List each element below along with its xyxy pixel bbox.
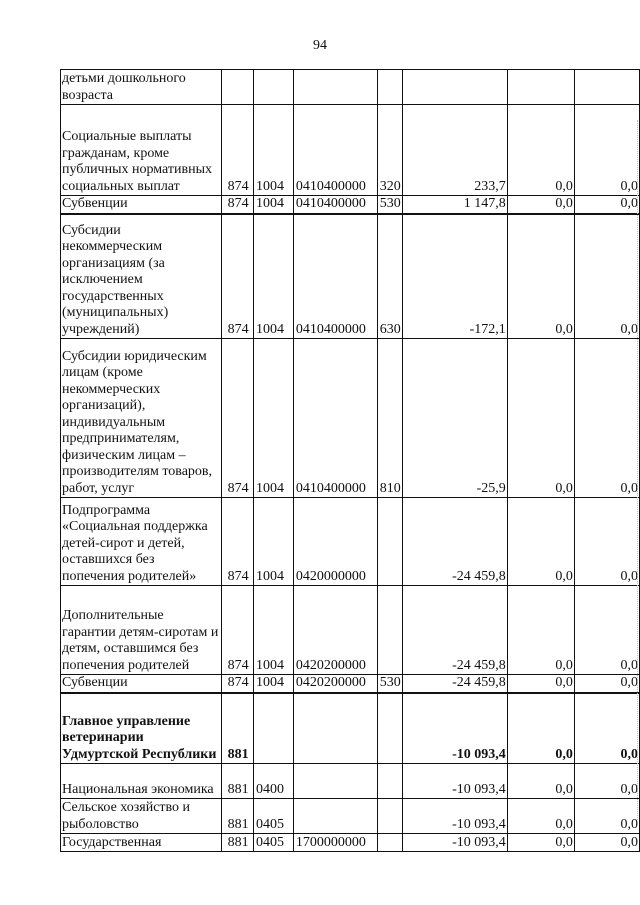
row-section: 1004 — [254, 339, 294, 498]
row-name: Субсидии юридическим лицам (кроме некоммерческих организаций), индивидуальным предпринимателям, физическим лицам – производителям товаров, работ, услуг — [61, 339, 222, 498]
row-target-article: 1700000000 — [293, 834, 377, 852]
row-name: Сельское хозяйство и рыболовство — [61, 799, 222, 834]
row-section: 1004 — [254, 498, 294, 586]
row-expense-type — [377, 799, 402, 834]
row-expense-type — [377, 764, 402, 799]
row-grbs: 874 — [222, 675, 254, 693]
row-value-2: 0,0 — [507, 586, 574, 675]
row-grbs: 881 — [222, 799, 254, 834]
row-grbs — [222, 70, 254, 105]
row-value-2: 0,0 — [507, 675, 574, 693]
row-value-3: 0,0 — [574, 105, 639, 196]
table-row — [61, 196, 640, 214]
row-amount: -24 459,8 — [402, 498, 507, 586]
row-value-3: 0,0 — [574, 675, 639, 693]
row-amount — [402, 70, 507, 105]
row-grbs: 881 — [222, 834, 254, 852]
row-value-2: 0,0 — [507, 196, 574, 214]
table-row — [61, 586, 640, 675]
table-row — [61, 693, 640, 764]
row-value-2: 0,0 — [507, 339, 574, 498]
row-amount: -10 093,4 — [402, 834, 507, 852]
row-amount: 233,7 — [402, 105, 507, 196]
row-amount: -10 093,4 — [402, 693, 507, 764]
scan-edge-marks — [636, 120, 638, 820]
row-expense-type: 810 — [377, 339, 402, 498]
row-amount: -24 459,8 — [402, 675, 507, 693]
row-grbs: 874 — [222, 214, 254, 339]
row-target-article: 0410400000 — [293, 339, 377, 498]
row-expense-type: 530 — [377, 675, 402, 693]
row-grbs: 874 — [222, 339, 254, 498]
row-grbs: 874 — [222, 105, 254, 196]
row-name: детьми дошкольного возраста — [61, 70, 222, 105]
row-grbs: 874 — [222, 586, 254, 675]
row-target-article — [293, 70, 377, 105]
row-value-2: 0,0 — [507, 764, 574, 799]
row-value-2: 0,0 — [507, 105, 574, 196]
row-value-3: 0,0 — [574, 693, 639, 764]
row-value-2: 0,0 — [507, 693, 574, 764]
row-grbs: 874 — [222, 196, 254, 214]
table-row — [61, 105, 640, 196]
table-row — [61, 498, 640, 586]
table-row — [61, 799, 640, 834]
row-amount: 1 147,8 — [402, 196, 507, 214]
row-target-article: 0410400000 — [293, 196, 377, 214]
row-amount: -25,9 — [402, 339, 507, 498]
row-section: 0405 — [254, 834, 294, 852]
row-value-2: 0,0 — [507, 498, 574, 586]
row-section: 0405 — [254, 799, 294, 834]
row-value-2: 0,0 — [507, 834, 574, 852]
row-value-3: 0,0 — [574, 196, 639, 214]
table-row — [61, 214, 640, 339]
row-value-2: 0,0 — [507, 214, 574, 339]
row-section: 1004 — [254, 196, 294, 214]
row-section — [254, 693, 294, 764]
row-value-3: 0,0 — [574, 339, 639, 498]
table-row — [61, 764, 640, 799]
row-section — [254, 70, 294, 105]
row-name: Подпрограмма «Социальная поддержка детей-сирот и детей, оставшихся без попечения родителей» — [61, 498, 222, 586]
row-expense-type — [377, 693, 402, 764]
row-expense-type: 320 — [377, 105, 402, 196]
row-name: Государственная — [61, 834, 222, 852]
table-row — [61, 675, 640, 693]
row-value-3: 0,0 — [574, 834, 639, 852]
row-amount: -24 459,8 — [402, 586, 507, 675]
row-grbs: 881 — [222, 764, 254, 799]
row-value-2 — [507, 70, 574, 105]
row-target-article: 0420000000 — [293, 498, 377, 586]
row-name: Дополнительные гарантии детям-сиротам и детям, оставшимся без попечения родителей — [61, 586, 222, 675]
row-value-3: 0,0 — [574, 586, 639, 675]
row-expense-type: 630 — [377, 214, 402, 339]
row-expense-type — [377, 586, 402, 675]
page-number: 94 — [313, 38, 327, 53]
table-row — [61, 834, 640, 852]
row-value-3: 0,0 — [574, 498, 639, 586]
row-expense-type — [377, 498, 402, 586]
row-target-article — [293, 693, 377, 764]
row-target-article: 0410400000 — [293, 105, 377, 196]
row-amount: -10 093,4 — [402, 764, 507, 799]
row-amount: -10 093,4 — [402, 799, 507, 834]
row-target-article — [293, 799, 377, 834]
row-expense-type: 530 — [377, 196, 402, 214]
row-name: Субвенции — [61, 196, 222, 214]
row-section: 1004 — [254, 214, 294, 339]
row-target-article — [293, 764, 377, 799]
row-target-article: 0410400000 — [293, 214, 377, 339]
budget-table — [60, 69, 640, 852]
row-value-2: 0,0 — [507, 799, 574, 834]
table-row — [61, 70, 640, 105]
row-name: Главное управление ветеринарии Удмуртской Республики — [61, 693, 222, 764]
row-name: Национальная экономика — [61, 764, 222, 799]
row-name: Социальные выплаты гражданам, кроме публичных нормативных социальных выплат — [61, 105, 222, 196]
row-target-article: 0420200000 — [293, 675, 377, 693]
row-value-3: 0,0 — [574, 799, 639, 834]
row-name: Субвенции — [61, 675, 222, 693]
row-name: Субсидии некоммерческим организациям (за исключением государственных (муниципальных) учреждений) — [61, 214, 222, 339]
row-value-3: 0,0 — [574, 764, 639, 799]
row-grbs: 874 — [222, 498, 254, 586]
row-value-3: 0,0 — [574, 214, 639, 339]
row-section: 0400 — [254, 764, 294, 799]
row-amount: -172,1 — [402, 214, 507, 339]
row-section: 1004 — [254, 586, 294, 675]
row-value-3 — [574, 70, 639, 105]
row-expense-type — [377, 70, 402, 105]
row-expense-type — [377, 834, 402, 852]
row-target-article: 0420200000 — [293, 586, 377, 675]
row-section: 1004 — [254, 105, 294, 196]
row-section: 1004 — [254, 675, 294, 693]
row-grbs: 881 — [222, 693, 254, 764]
table-row — [61, 339, 640, 498]
